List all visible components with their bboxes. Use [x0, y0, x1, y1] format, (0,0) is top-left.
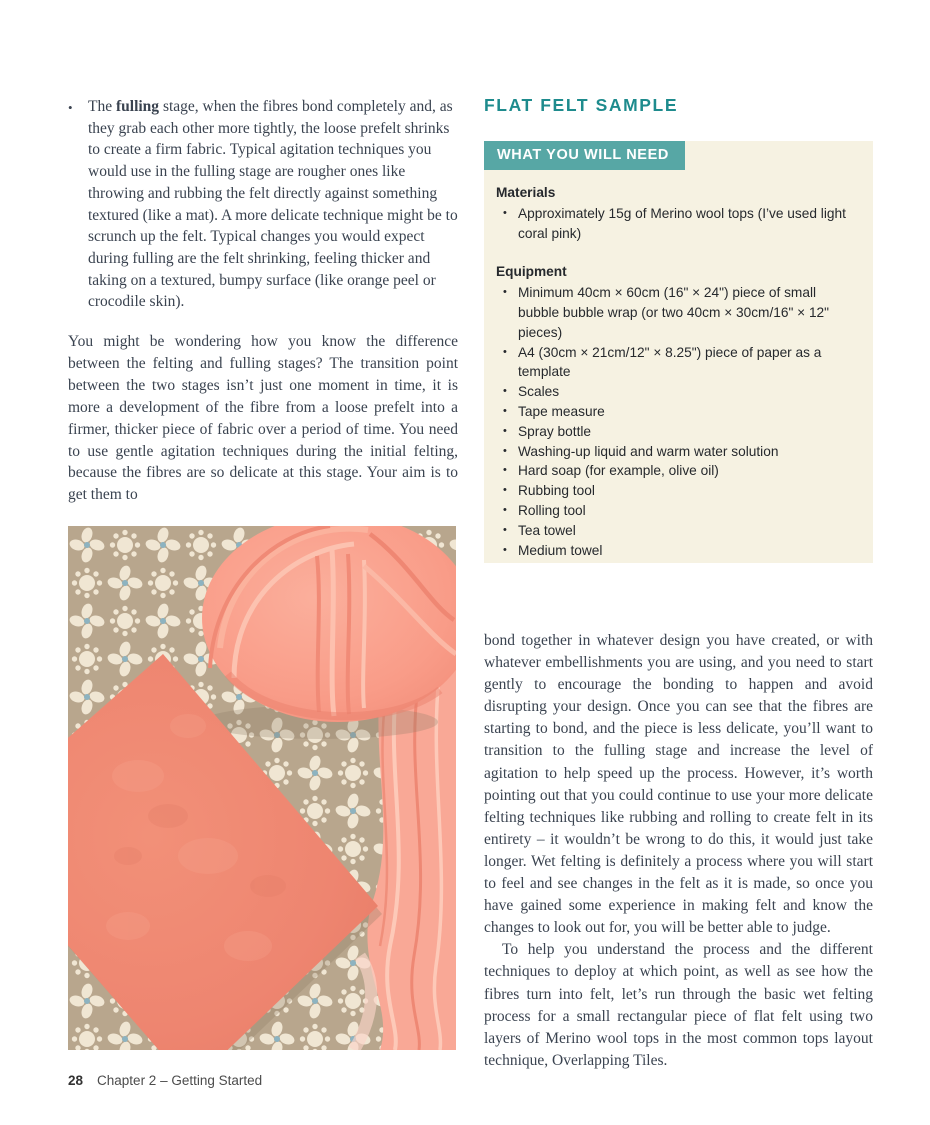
list-item: • Tea towel [496, 521, 859, 541]
list-item: • Rubbing tool [496, 481, 859, 501]
list-item: • Washing-up liquid and warm water solution [496, 442, 859, 462]
materials-list [496, 204, 859, 244]
equipment-label: Equipment [496, 264, 567, 280]
right-paragraph-2: To help you understand the process and the different techniques to deploy at which point, as well as see how the fibres turn into felt, let’s run through the basic wet felting process for a small rectangular piece of flat felt using two layers of Merino wool tops in the most common tops layout technique, Overlapping Tiles. [484, 941, 873, 1069]
bold-term: fulling [115, 98, 160, 115]
need-box-header: WHAT YOU WILL NEED [484, 141, 685, 170]
list-item: • Approximately 15g of Merino wool tops (I’ve used light coral pink) [496, 204, 859, 244]
list-item: • Spray bottle [496, 422, 859, 442]
equipment-list [496, 283, 859, 560]
bullet-text: The fulling stage, when the fibres bond completely and, as they grab each other more tightly, the loose prefelt shrinks to create a firm fabric. Typical agitation techniques you would use in the fulling stage are rougher ones like throwing and rubbing the felt directly against something textured (like a mat). A more delicate technique might be to scrunch up the felt. Typical changes you would expect during fulling are the felt shrinking, feeling thicker and taking on a textured, bumpy surface (like orange peel or crocodile skin). [88, 98, 458, 311]
list-item: • Medium towel [496, 541, 859, 561]
right-body-text [484, 630, 873, 1072]
need-box-body [484, 170, 873, 570]
list-item: • A4 (30cm × 21cm/12" × 8.25") piece of paper as a template [496, 343, 859, 383]
list-item [68, 96, 460, 313]
list-item: • Tape measure [496, 402, 859, 422]
list-item: • Minimum 40cm × 60cm (16" × 24") piece of small bubble bubble wrap (or two 40cm × 30cm/16" × 12" pieces) [496, 283, 859, 342]
right-paragraph-1: bond together in whatever design you have created, or with whatever embellishments you are using, and you need to start gently to encourage the bonding to happen and avoid disrupting your design. Once you can see that the fibres are starting to bond, and the piece is less delicate, you’ll want to transition to the fulling stage and increase the level of agitation to help speed up the process. However, it’s worth pointing out that you could continue to use your more delicate felting techniques like rubbing and rolling to create felt in its entirety – it wouldn’t be wrong to do this, it would just take longer. Wet felting is definitely a process where you will start to feel and see changes in the felt as it is made, so once you have gained some experience in making felt and know the changes to look out for, you will be better able to judge. [484, 632, 873, 937]
chapter-title: Chapter 2 – Getting Started [97, 1073, 263, 1088]
left-paragraph: You might be wondering how you know the difference between the felting and fulling stages? The transition point between the two stages isn’t just one moment in time, it is more a development of the fibre from a loose prefelt into a firmer, thicker piece of fabric over a period of time. You need to use gentle agitation techniques during the initial felting, because the fibres are so delicate at this stage. Your aim is to get them to [68, 333, 458, 504]
section-title: FLAT FELT SAMPLE [484, 95, 679, 115]
fulling-bullet-block [68, 96, 460, 313]
list-item: • Scales [496, 382, 859, 402]
page-number: 28 [68, 1073, 84, 1088]
what-you-will-need-box [484, 141, 873, 563]
bullet-marker: • [68, 100, 73, 115]
photo-felt-and-wool [68, 526, 456, 1050]
list-item: • Hard soap (for example, olive oil) [496, 461, 859, 481]
materials-label: Materials [496, 185, 556, 200]
list-item: • Rolling tool [496, 501, 859, 521]
page-footer [68, 1073, 262, 1088]
